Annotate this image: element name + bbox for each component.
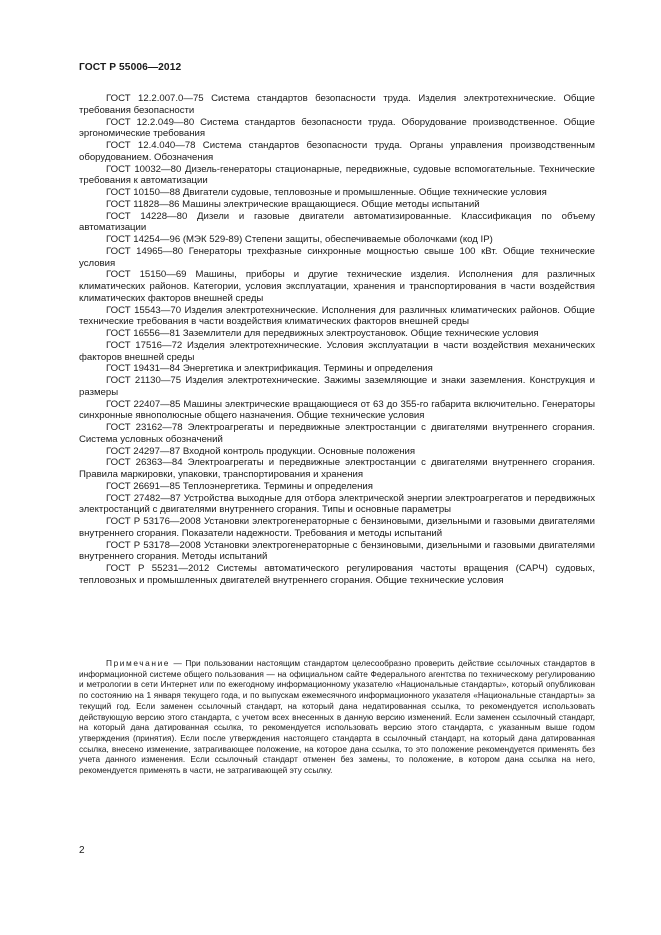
reference-item: ГОСТ 19431—84 Энергетика и электрификация. Термины и определения: [106, 363, 433, 375]
reference-item: ГОСТ 14965—80 Генераторы трехфазные синхронные мощностью свыше 100 кВт. Общие технические условия: [79, 245, 595, 269]
reference-item: ГОСТ Р 53178—2008 Установки электрогенераторные с бензиновыми, дизельными и газовыми двигателями внутреннего сгорания. Методы испытаний: [79, 539, 595, 563]
reference-item: ГОСТ 27482—87 Устройства выходные для отбора электрической энергии электроагрегатов и передвижных электростанций с двигателями внутреннего сгорания. Типы и основные параметры: [79, 492, 595, 516]
reference-item: ГОСТ 12.2.049—80 Система стандартов безопасности труда. Оборудование производственное. Общие эргономические требования: [79, 116, 595, 140]
reference-item: ГОСТ 15543—70 Изделия электротехнические. Исполнения для различных климатических районов. Общие технические требования в части воздействия климатических факторов внешней среды: [79, 304, 595, 328]
reference-item: ГОСТ 16556—81 Заземлители для передвижных электроустановок. Общие технические условия: [106, 328, 539, 339]
reference-item: ГОСТ 23162—78 Электроагрегаты и передвижные электростанции с двигателями внутреннего сгорания. Система условных обозначений: [79, 422, 595, 445]
reference-item: ГОСТ 26363—84 Электроагрегаты и передвижные электростанции с двигателями внутреннего сгорания. Правила маркировки, упаковки, транспортирования и хранения: [79, 457, 595, 480]
reference-item: ГОСТ 17516—72 Изделия электротехнические. Условия эксплуатации в части воздействия механических факторов внешней среды: [79, 339, 595, 363]
reference-item: ГОСТ 12.2.007.0—75 Система стандартов безопасности труда. Изделия электротехнические. Общие требования безопасности: [79, 93, 595, 116]
reference-item: ГОСТ 12.4.040—78 Система стандартов безопасности труда. Органы управления производственным оборудованием. Обозначения: [79, 140, 595, 163]
note-block: [79, 658, 595, 776]
note-label: Примечание: [106, 658, 171, 668]
page-number: 2: [79, 845, 85, 856]
normative-references-list: [79, 93, 595, 587]
reference-item: ГОСТ Р 53176—2008 Установки электрогенераторные с бензиновыми, дизельными и газовыми двигателями внутреннего сгорания. Показатели надежности. Требования и методы испытаний: [79, 516, 595, 539]
reference-item: ГОСТ 10150—88 Двигатели судовые, тепловозные и промышленные. Общие технические условия: [106, 187, 547, 198]
note-text: — При пользовании настоящим стандартом целесообразно проверить действие ссылочных стандартов в информационной системе общего пользования — на официальном сайте Федерального агентства по техническому регулированию и метрологии в сети Интернет или по ежегодному информационному указателю «Национальные стандарты», который опубликован по состоянию на 1 января текущего года, и по выпускам ежемесячного информационного указателя «Национальные стандарты» за текущий год. Если заменен ссылочный стандарт, на который дана недатированная ссылка, то рекомендуется использовать действующую версию этого стандарта, с учетом всех внесенных в данную версию изменений. Если заменен ссылочный стандарт, на который дана датированная ссылка, то рекомендуется использовать версию этого стандарта, с указанным выше годом утверждения (принятия). Если после утверждения настоящего стандарта в ссылочный стандарт, на который дана датированная ссылка, внесено изменение, затрагивающее положение, на которое дана ссылка, то это положение рекомендуется применять без учета данного изменения. Если ссылочный стандарт отменен без замены, то положение, в котором дана ссылка на него, рекомендуется применять в части, не затрагивающей эту ссылку.: [79, 658, 595, 776]
reference-item: ГОСТ 11828—86 Машины электрические вращающиеся. Общие методы испытаний: [106, 198, 480, 210]
page-header: ГОСТ Р 55006—2012: [79, 62, 182, 73]
reference-item: ГОСТ 21130—75 Изделия электротехнические. Зажимы заземляющие и знаки заземления. Конструкция и размеры: [79, 375, 595, 398]
reference-item: ГОСТ Р 55231—2012 Системы автоматического регулирования частоты вращения (САРЧ) судовых, тепловозных и промышленных двигателей внутреннего сгорания. Общие технические условия: [79, 563, 595, 586]
reference-item: ГОСТ 14228—80 Дизели и газовые двигатели автоматизированные. Классификация по объему автоматизации: [79, 210, 595, 234]
reference-item: ГОСТ 15150—69 Машины, приборы и другие технические изделия. Исполнения для различных климатических районов. Категории, условия эксплуатации, хранения и транспортирования в части воздействия климатических факторов внешней среды: [79, 269, 595, 304]
reference-item: ГОСТ 26691—85 Теплоэнергетика. Термины и определения: [106, 480, 373, 492]
reference-item: ГОСТ 10032—80 Дизель-генераторы стационарные, передвижные, судовые вспомогательные. Технические требования к автоматизации: [79, 163, 595, 187]
reference-item: ГОСТ 24297—87 Входной контроль продукции. Основные положения: [106, 445, 416, 457]
reference-item: ГОСТ 14254—96 (МЭК 529-89) Степени защиты, обеспечиваемые оболочками (код IP): [106, 234, 493, 245]
note-paragraph: [79, 658, 595, 776]
reference-item: ГОСТ 22407—85 Машины электрические вращающиеся от 63 до 355-го габарита включительно. Генераторы синхронные явнополюсные общего назначения. Общие технические условия: [79, 398, 595, 422]
